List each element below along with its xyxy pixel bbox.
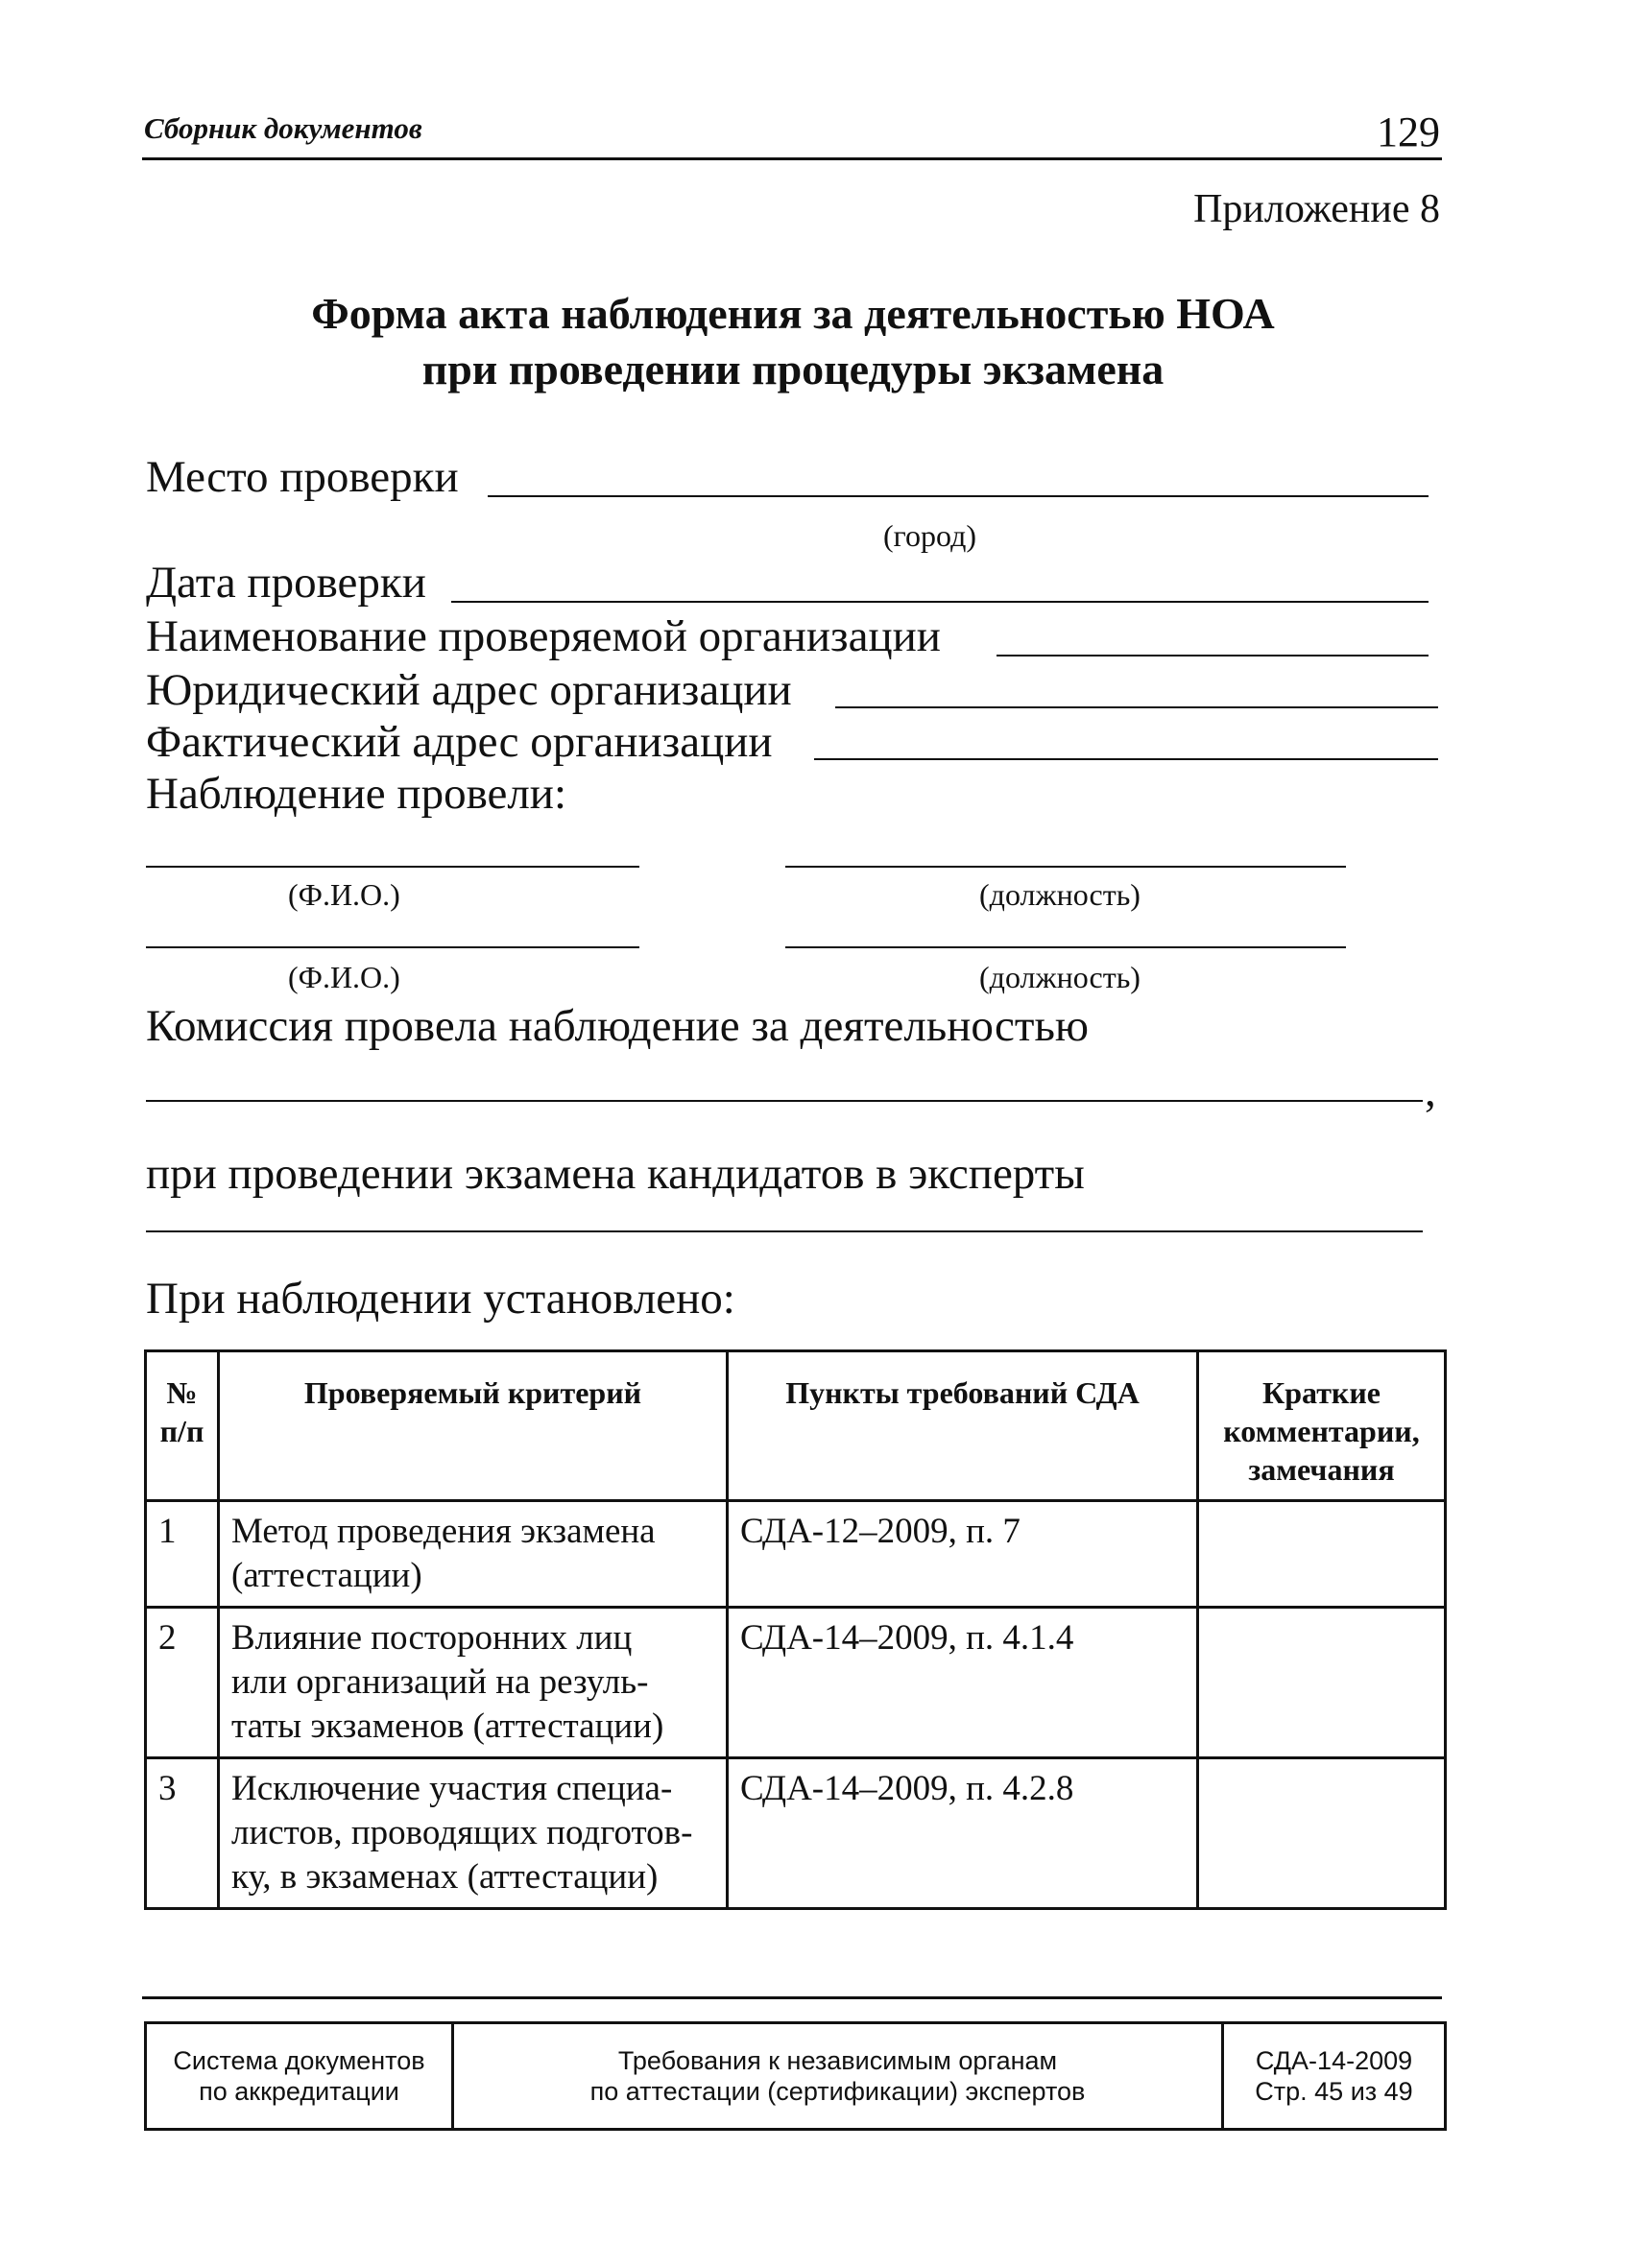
table-row (146, 1501, 1446, 1608)
form-title-line-1: Форма акта наблюдения за деятельностью НОА (311, 289, 1275, 338)
header-num-line-2: п/п (159, 1414, 204, 1448)
header-num-line-1: № (166, 1375, 198, 1410)
table-row (146, 1758, 1446, 1909)
row-1-requirement: СДА-12–2009, п. 7 (728, 1501, 1198, 1608)
footer-title-line-2: по аттестации (сертификации) экспертов (589, 2077, 1086, 2106)
org-name-field[interactable] (997, 655, 1429, 657)
footer-title-line-1: Требования к независимым органам (617, 2046, 1058, 2075)
footer-system (146, 2023, 453, 2130)
row-2-requirement: СДА-14–2009, п. 4.1.4 (728, 1608, 1198, 1758)
observer-1-position-field[interactable] (785, 866, 1346, 868)
footer-code: СДА-14-2009 (1255, 2046, 1413, 2075)
header-rule (142, 157, 1442, 160)
row-1-comment[interactable] (1198, 1501, 1446, 1608)
row-3-criterion-line-2: листов, проводящих подготов- (231, 1813, 693, 1852)
observer-1-fio-hint: (Ф.И.О.) (288, 877, 400, 912)
row-2-criterion-line-2: или организаций на резуль- (231, 1662, 649, 1702)
row-3-criterion-line-3: ку, в экзаменах (аттестации) (231, 1857, 659, 1897)
legal-address-label: Юридический адрес организации (146, 665, 792, 715)
found-text: При наблюдении установлено: (146, 1274, 735, 1324)
row-3-num: 3 (146, 1758, 219, 1909)
observers-label: Наблюдение провели: (146, 769, 567, 819)
row-3-criterion (219, 1758, 728, 1909)
header-comments-line-3: замечания (1248, 1452, 1395, 1487)
row-3-criterion-line-1: Исключение участия специа- (231, 1769, 673, 1808)
row-2-criterion-line-1: Влияние посторонних лиц (231, 1618, 633, 1658)
row-2-num: 2 (146, 1608, 219, 1758)
footer-document-code (1223, 2023, 1446, 2130)
table-header-row (146, 1351, 1446, 1501)
header-num (146, 1351, 219, 1501)
date-label: Дата проверки (146, 558, 426, 608)
footer-table (144, 2021, 1447, 2131)
footer-document-title (453, 2023, 1223, 2130)
legal-address-field[interactable] (835, 706, 1438, 708)
exam-text: при проведении экзамена кандидатов в эксперты (146, 1149, 1085, 1199)
actual-address-field[interactable] (814, 758, 1438, 760)
row-3-requirement: СДА-14–2009, п. 4.2.8 (728, 1758, 1198, 1909)
row-1-criterion-line-2: (аттестации) (231, 1556, 422, 1595)
observer-1-position-hint: (должность) (979, 877, 1141, 912)
appendix-label: Приложение 8 (1193, 187, 1440, 231)
header-requirements: Пункты требований СДА (728, 1351, 1198, 1501)
row-2-comment[interactable] (1198, 1608, 1446, 1758)
place-hint: (город) (883, 518, 976, 553)
organization-activity-field[interactable] (146, 1100, 1423, 1102)
exam-details-field[interactable] (146, 1230, 1423, 1232)
observer-2-position-hint: (должность) (979, 960, 1141, 994)
org-name-label: Наименование проверяемой организации (146, 611, 941, 661)
footer-system-line-2: по аккредитации (199, 2077, 399, 2106)
actual-address-label: Фактический адрес организации (146, 717, 773, 767)
row-1-num: 1 (146, 1501, 219, 1608)
row-2-criterion (219, 1608, 728, 1758)
header-criterion: Проверяемый критерий (219, 1351, 728, 1501)
place-label: Место проверки (146, 452, 459, 502)
place-field[interactable] (488, 495, 1429, 497)
footer-system-line-1: Система документов (173, 2046, 425, 2075)
row-1-criterion-line-1: Метод проведения экзамена (231, 1512, 656, 1551)
date-field[interactable] (451, 601, 1429, 603)
header-comments-line-2: комментарии, (1223, 1414, 1420, 1448)
commission-comma: , (1425, 1066, 1436, 1116)
table-row (146, 1608, 1446, 1758)
observer-2-fio-hint: (Ф.И.О.) (288, 960, 400, 994)
running-header-title: Сборник документов (144, 111, 422, 145)
commission-text: Комиссия провела наблюдение за деятельностью (146, 1001, 1089, 1051)
header-comments-line-1: Краткие (1262, 1375, 1381, 1410)
footer-page-count: Стр. 45 из 49 (1255, 2077, 1413, 2106)
row-3-comment[interactable] (1198, 1758, 1446, 1909)
observer-2-fio-field[interactable] (146, 946, 639, 948)
header-comments (1198, 1351, 1446, 1501)
observer-2-position-field[interactable] (785, 946, 1346, 948)
row-2-criterion-line-3: таты экзаменов (аттестации) (231, 1707, 664, 1746)
form-title-line-2: при проведении процедуры экзамена (421, 345, 1165, 394)
observer-1-fio-field[interactable] (146, 866, 639, 868)
row-1-criterion (219, 1501, 728, 1608)
page-number: 129 (1377, 108, 1440, 155)
footer-rule (142, 1996, 1442, 1999)
criteria-table (144, 1349, 1447, 1910)
